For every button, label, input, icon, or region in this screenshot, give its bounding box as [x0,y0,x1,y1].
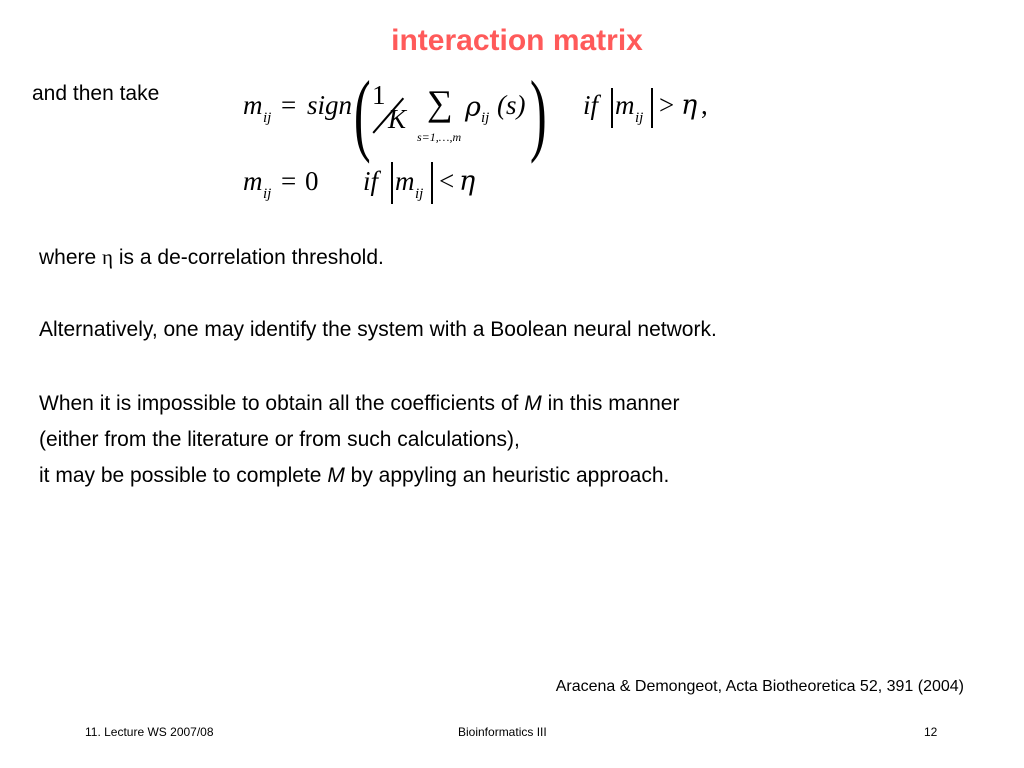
eq1-rho-arg: (s) [497,90,526,120]
eq1-close-paren: ) [529,62,547,164]
eq1-func: sign [307,90,353,120]
eq1-lhs-var: m [243,90,263,120]
coefficients-line [39,392,679,416]
eq1-abs-var: m [615,90,635,120]
heuristic-prefix: it may be possible to complete [39,464,322,487]
eq1-sum-symbol: ∑ [427,83,453,123]
eq2-lhs-sub: ij [263,186,272,202]
where-line [39,245,384,270]
eq2-threshold: η [459,166,476,197]
eq1-abs-bar-right [651,88,653,128]
eq2-abs-bar-left [391,162,393,204]
eq1-abs-bar-left [611,88,613,128]
slide-title: interaction matrix [391,24,643,57]
eq1-cond: if [583,90,599,120]
intro-text: and then take [32,82,160,105]
footer-lecture: 11. Lecture WS 2007/08 [85,725,214,739]
eq2-abs-sub: ij [415,186,424,202]
eq2-value: 0 [305,166,319,196]
footer-page-number: 12 [924,725,938,739]
eq1-rho: ρ [465,92,481,123]
heuristic-line [39,464,669,488]
eq1-trail: , [701,90,708,120]
eq1-threshold: η [681,90,698,121]
eq2-lhs-var: m [243,166,263,196]
heuristic-suffix: by appyling an heuristic approach. [350,464,670,487]
source-line: (either from the literature or from such calculations), [39,428,520,451]
citation: Aracena & Demongeot, Acta Biotheoretica 52, 391 (2004) [555,678,964,695]
eq1-lhs-sub: ij [263,110,272,126]
eq2-relation: < [439,166,455,196]
eq2-equals: = [281,166,297,196]
eq2-abs-var: m [395,166,415,196]
eq1-open-paren: ( [353,62,371,164]
where-prefix: where [39,246,97,269]
eq1-relation: > [659,90,675,120]
eq1-rho-sub: ij [481,110,490,126]
eq1-frac-num: 1 [372,80,386,110]
eq1-sum-range: s=1,…,m [417,130,462,144]
eta-symbol: η [102,245,114,269]
eq1-frac-den: K [388,104,407,134]
matrix-var-2: M [327,464,345,487]
eq2-cond: if [363,166,379,196]
equation-1 [243,62,723,164]
matrix-var-1: M [524,392,542,415]
equation-2 [243,160,543,210]
eq1-equals: = [281,90,297,120]
eq2-abs-bar-right [431,162,433,204]
coefficients-suffix: in this manner [547,392,680,415]
coefficients-prefix: When it is impossible to obtain all the coefficients of [39,392,519,415]
eq1-abs-sub: ij [635,110,644,126]
where-suffix: is a de-correlation threshold. [118,246,384,269]
footer-course: Bioinformatics III [458,725,547,739]
alternative-line: Alternatively, one may identify the system with a Boolean neural network. [39,318,717,341]
